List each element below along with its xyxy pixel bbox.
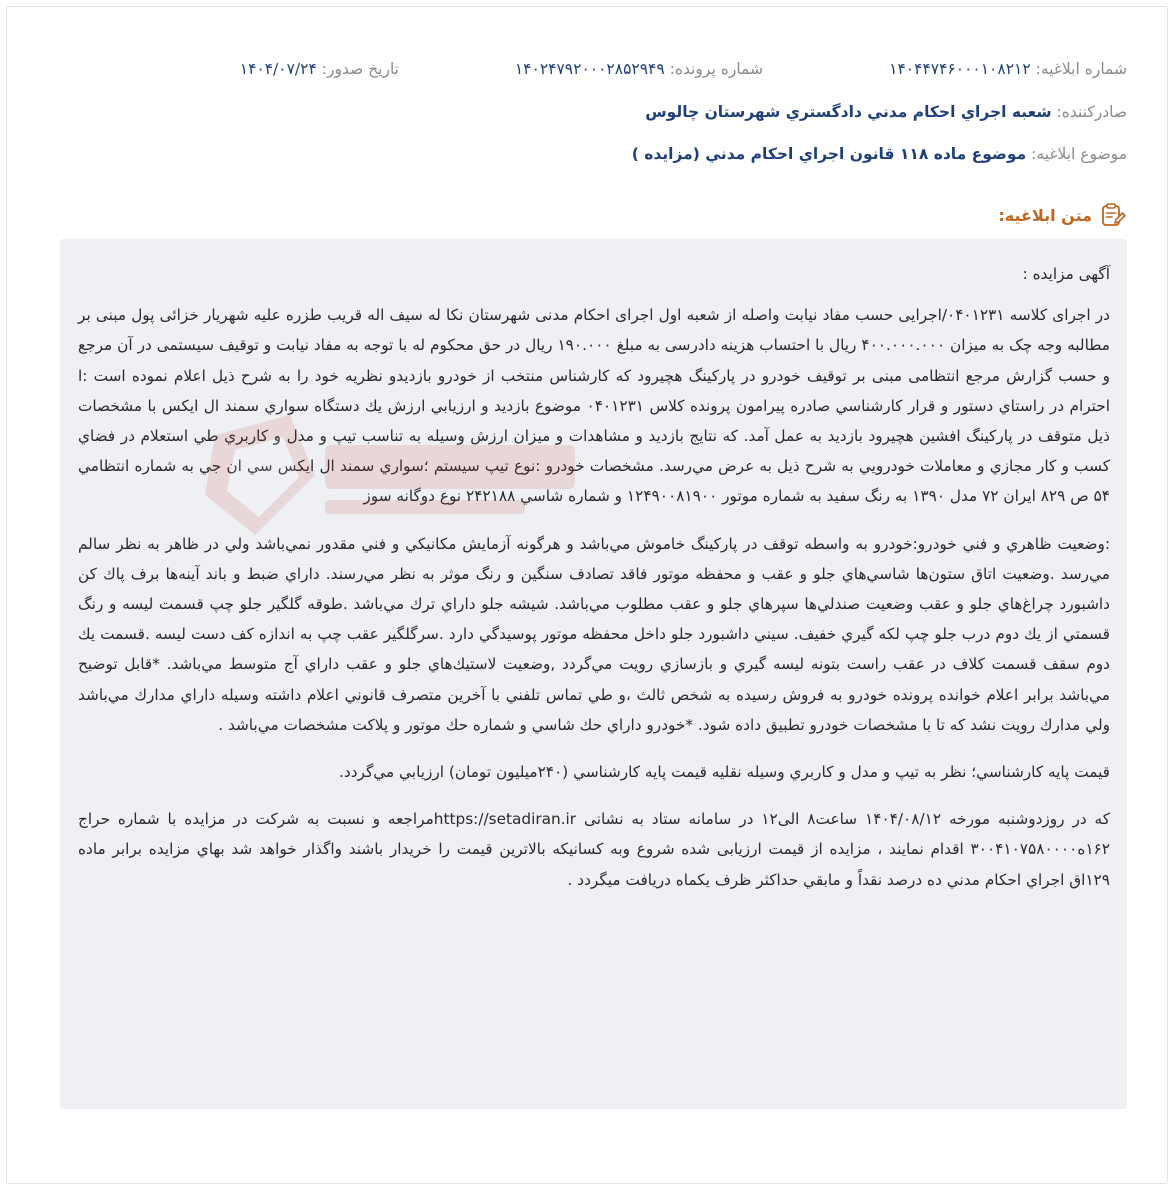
issuer-value: شعبه اجراي احكام مدني دادگستري شهرستان چالوس [645,103,1052,121]
subject-value: موضوع ماده ۱۱۸ قانون اجراي احكام مدني (مزايده ) [631,145,1027,163]
notice-content [60,239,1127,1109]
case-number-value: ۱۴۰۲۴۷۹۲۰۰۰۲۸۵۲۹۴۹ [514,60,665,78]
case-number-label: شماره پرونده: [669,60,763,78]
issue-date-value: ۱۴۰۴/۰۷/۲۴ [239,60,317,78]
document-edit-icon [1100,202,1126,228]
meta-row-numbers [47,57,1127,81]
notice-paragraph-2: :وضعيت ظاهري و فني خودرو:خودرو به واسطه توقف در پاركينگ خاموش مي‌باشد و هرگونه آزمايش مكانيكي و فني مقدور نمي‌باشد ولي در ظاهر به نظر سالم مي‌رسد .وضعيت اتاق ستون‌ها شاسي‌هاي جلو و عقب و محفظه موتور فاقد تصادف سنگين و رنگ موثر به نظر مي‌رسند. داراي ضبط و باند آينه‌ها برف پاك كن داشبورد چراغ‌هاي جلو و عقب وضعيت صندلي‌ها سپرهاي جلو و عقب مطلوب مي‌باشد. شيشه جلو داراي ترك مي‌باشد .طوقه گلگير جلو چپ قسمت ليسه و رنگ قسمتي از يك دوم درب جلو چپ لكه گيري خفيف. سيني داشبورد جلو داخل محفظه موتور پوسيدگي دارد .سرگلگير عقب چپ به اندازه كف دست ليسه .قسمت يك دوم سقف قسمت كلاف در عقب راست بتونه ليسه گيري و بازسازي رويت مي‌گردد ,وضعيت لاستيك‌هاي جلو و عقب داراي آج متوسط مي‌باشد. *قابل توضيح مي‌باشد برابر اعلام خوانده پرونده خودرو به فروش رسيده به شخص ثالث ،و طي تماس تلفني با آخرين متصرف قانوني اعلام داشته وسيله داراي مدارك مي‌باشد ولي مدارك رويت نشد كه تا با مشخصات خودرو تطبيق داده شود. *خودرو داراي حك شاسي و شماره حك موتور و پلاكت مشخصات مي‌باشد . [78,534,1110,734]
notice-number-value: ۱۴۰۴۴۷۴۶۰۰۰۱۰۸۲۱۲ [889,60,1031,78]
case-number [515,57,763,81]
notice-heading: آگهی مزایده : [1022,265,1110,283]
notice-number [889,57,1127,81]
notice-number-label: شماره ابلاغيه: [1035,60,1127,78]
issuer-label: صادرکننده: [1056,103,1127,121]
subject-row [47,142,1127,166]
issuer-row [47,100,1127,124]
notice-paragraph-1: در اجرای کلاسه ۰۴۰۱۲۳۱/اجرایی حسب مفاد نیابت واصله از شعبه اول اجرای احکام مدنی شهرستان نکا له سیف اله قریب طزره علیه شهریار خزائی پول مبنی بر مطالبه وجه چک به میزان ۴۰۰.۰۰۰.۰۰۰ ریال با احتساب هزینه دادرسی به مبلغ ۱۹۰.۰۰۰ ریال در حق محکوم له با توجه به مفاد نیابت و توقیف سیستمی در آن مرجع و حسب گزارش مرجع انتظامی مبنی بر توقیف خودرو در پارکینگ هچیرود که کارشناس منتخب از خودرو بازدیدو نظریه خود را به شرح ذیل اعلام نموده است :ا احترام در راستاي دستور و قرار كارشناسي صادره پيرامون پرونده كلاس ۰۴۰۱۲۳۱ موضوع بازديد و ارزيابي ارزش يك دستگاه سواري سمند ال ايكس با مشخصات ذيل متوقف در پاركينگ افشين هچيرود بازديد به عمل آمد. كه نتايج بازديد و مشاهدات و ميزان ارزش وسيله به تناسب تيپ و مدل و كاربري طي استعلام در فضاي كسب و كار مجازي و معاملات خودرويي به شرح ذيل به عرض مي‌رسد. مشخصات خودرو :نوع تيپ سيستم ؛سواري سمند ال ايكس سي ان جي به شماره انتظامي ۵۴ ص ۸۲۹ ايران ۷۲ مدل ۱۳۹۰ به رنگ سفيد به شماره موتور ۱۲۴۹۰۰۸۱۹۰۰ و شماره شاسي ۲۴۲۱۸۸ نوع دوگانه سوز [78,306,1110,506]
notice-paragraph-3: قيمت پايه كارشناسي؛ نظر به تيپ و مدل و كاربري وسيله نقليه قيمت پايه كارشناسي (۲۴۰ميليون تومان) ارزيابي مي‌گردد. [339,763,1110,782]
subject-label: موضوع ابلاغيه: [1031,145,1127,163]
section-title-text: متن ابلاغيه: [998,205,1092,225]
issue-date [240,57,399,81]
section-title [998,201,1126,229]
issue-date-label: تاريخ صدور: [321,60,399,78]
notice-paragraph-4: که در روزدوشنبه مورخه ۱۴۰۴/۰۸/۱۲ ساعت۸ الی۱۲ در سامانه ستاد به نشانی https://setadiran.irمراجعه و نسبت به شرکت در مزایده با شماره حراج ۱۶۲ه۳۰۰۴۱۰۷۵۸۰۰۰۰ اقدام نمایند ، مزایده از قیمت ارزیابی شده شروع وبه کسانیکه بالاترین قیمت را خریدار باشند واگذار خواهد شد بهاي مزايده برابر ماده ۱۲۹اق اجراي احكام مدني ده درصد نقداً و مابقي حداكثر ظرف يكماه دريافت ميگردد . [78,810,1110,889]
